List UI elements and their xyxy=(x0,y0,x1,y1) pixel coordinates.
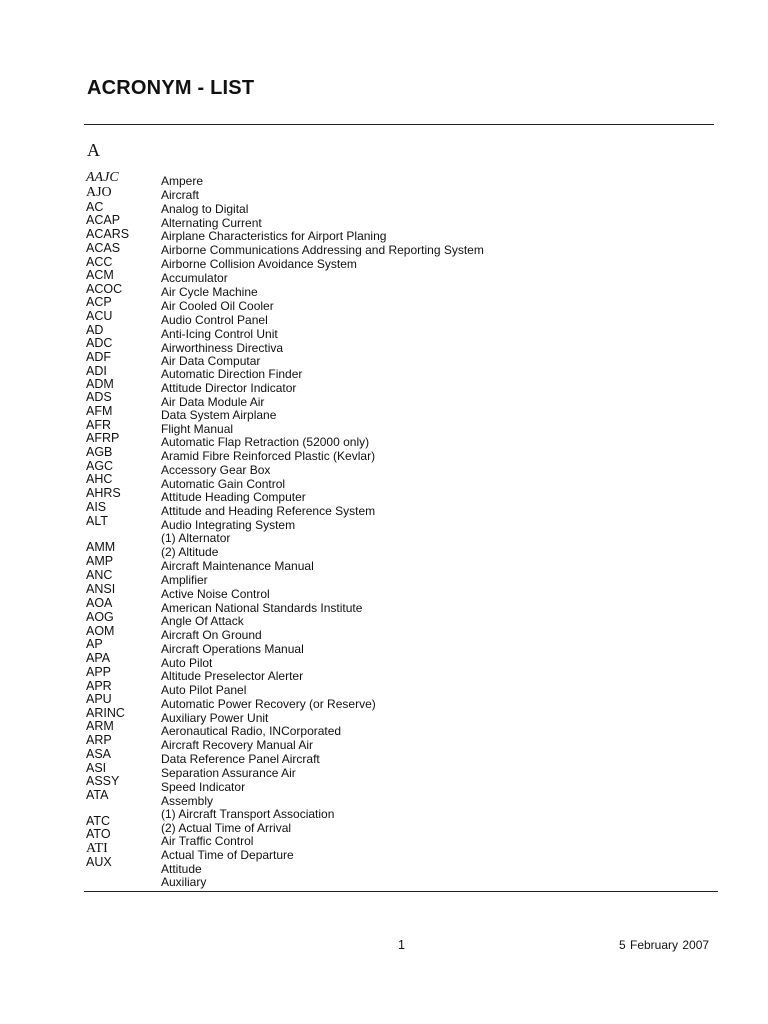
definition-item: (1) Alternator xyxy=(161,531,231,545)
definition-item: Auto Pilot xyxy=(161,656,213,670)
definition-item: Actual Time of Departure xyxy=(161,848,294,862)
acronym-item: ADC xyxy=(86,336,113,350)
definition-item: American National Standards Institute xyxy=(161,601,363,615)
acronym-item: AUX xyxy=(86,855,112,869)
definition-item: (1) Aircraft Transport Association xyxy=(161,807,335,821)
acronym-item: AFM xyxy=(86,404,113,418)
acronym-item: ACU xyxy=(86,309,113,323)
acronym-item: ASI xyxy=(86,761,107,775)
acronym-item: ADF xyxy=(86,350,111,364)
page-number: 1 xyxy=(398,938,405,952)
acronym-item: ACARS xyxy=(86,227,130,241)
definition-item: Angle Of Attack xyxy=(161,614,244,628)
definition-item: Accessory Gear Box xyxy=(161,463,271,477)
acronym-item: AMP xyxy=(86,554,114,568)
definition-item: Aircraft Operations Manual xyxy=(161,642,304,656)
definition-item: Audio Integrating System xyxy=(161,518,296,532)
definition-item: Air Traffic Control xyxy=(161,834,254,848)
acronym-item: AP xyxy=(86,637,103,651)
definition-item: Automatic Gain Control xyxy=(161,477,286,491)
document-title: ACRONYM - LIST xyxy=(87,77,255,99)
acronym-item: ARP xyxy=(86,733,112,747)
definition-item: Airworthiness Directiva xyxy=(161,341,284,355)
acronym-item: ASSY xyxy=(86,774,120,788)
acronym-item: ARM xyxy=(86,719,114,733)
definition-item: Accumulator xyxy=(161,271,228,285)
definition-item: Aramid Fibre Reinforced Plastic (Kevlar) xyxy=(161,449,376,463)
definition-item: Air Data Computar xyxy=(161,354,261,368)
definition-item: Audio Control Panel xyxy=(161,313,268,327)
section-letter: A xyxy=(87,140,100,160)
acronym-item: AFR xyxy=(86,418,111,432)
acronym-item: AHC xyxy=(86,472,113,486)
acronym-item: ATO xyxy=(86,827,111,841)
acronym-item: ACAP xyxy=(86,213,121,227)
definition-item: Aeronautical Radio, INCorporated xyxy=(161,724,342,738)
acronym-item: AOA xyxy=(86,596,113,610)
acronym-item: ACOC xyxy=(86,282,123,296)
acronym-item: ARINC xyxy=(86,706,125,720)
definition-item: Assembly xyxy=(161,794,214,808)
acronym-item: APA xyxy=(86,651,111,665)
acronym-item: ANC xyxy=(86,568,113,582)
acronym-item: ASA xyxy=(86,747,112,761)
acronym-item: ACM xyxy=(86,268,114,282)
acronym-item: AGC xyxy=(86,459,114,473)
acronym-item: APP xyxy=(86,665,112,679)
definition-item: Attitude Director Indicator xyxy=(161,381,297,395)
acronym-item: AJO xyxy=(86,185,112,200)
acronym-item: AGB xyxy=(86,445,113,459)
definition-item: Auxiliary xyxy=(161,875,207,889)
definition-item: Separation Assurance Air xyxy=(161,766,296,780)
definition-item: Automatic Direction Finder xyxy=(161,367,303,381)
acronym-item: ATI xyxy=(86,841,108,856)
acronym-item: ANSI xyxy=(86,582,116,596)
definition-item: Ampere xyxy=(161,174,204,188)
acronym-item: AAJC xyxy=(86,170,119,185)
acronym-item: AMM xyxy=(86,540,116,554)
top-divider xyxy=(84,124,714,125)
definition-item: Flight Manual xyxy=(161,422,234,436)
definition-item: (2) Actual Time of Arrival xyxy=(161,821,292,835)
definition-item: Altitude Preselector Alerter xyxy=(161,669,304,683)
definition-item: Aircraft xyxy=(161,188,200,202)
acronym-item: ADI xyxy=(86,364,107,378)
definition-item: Auxiliary Power Unit xyxy=(161,711,269,725)
bottom-divider xyxy=(84,891,718,892)
acronym-item: ACAS xyxy=(86,241,121,255)
acronym-item: ATA xyxy=(86,788,109,802)
acronym-item: AC xyxy=(86,200,104,214)
acronym-item: AD xyxy=(86,323,104,337)
definition-item: Analog to Digital xyxy=(161,202,249,216)
definition-item: (2) Altitude xyxy=(161,545,219,559)
definition-item: Anti-Icing Control Unit xyxy=(161,327,278,341)
document-date: 5 February 2007 xyxy=(619,938,710,952)
definition-item: Attitude xyxy=(161,862,202,876)
acronym-item: APU xyxy=(86,692,112,706)
definition-item: Aircraft On Ground xyxy=(161,628,262,642)
acronym-item: AOG xyxy=(86,610,114,624)
definition-item: Airborne Communications Addressing and Reporting System xyxy=(161,243,484,257)
definition-item: Data System Airplane xyxy=(161,408,277,422)
acronym-item: ALT xyxy=(86,514,108,528)
definition-item: Amplifier xyxy=(161,573,208,587)
definition-item: Speed Indicator xyxy=(161,780,246,794)
definition-item: Air Cooled Oil Cooler xyxy=(161,299,274,313)
acronym-item: AFRP xyxy=(86,431,120,445)
definition-item: Automatic Power Recovery (or Reserve) xyxy=(161,697,376,711)
definition-item: Airborne Collision Avoidance System xyxy=(161,257,357,271)
definition-item: Alternating Current xyxy=(161,216,262,230)
definition-item: Auto Pilot Panel xyxy=(161,683,247,697)
acronym-item: APR xyxy=(86,679,112,693)
definition-item: Active Noise Control xyxy=(161,587,270,601)
acronym-item: ATC xyxy=(86,814,111,828)
definition-item: Attitude and Heading Reference System xyxy=(161,504,376,518)
acronym-item: ACP xyxy=(86,295,112,309)
definition-item: Aircraft Recovery Manual Air xyxy=(161,738,314,752)
definition-item: Air Cycle Machine xyxy=(161,285,258,299)
acronym-item: AHRS xyxy=(86,486,121,500)
definition-item: Aircraft Maintenance Manual xyxy=(161,559,314,573)
acronym-item: ACC xyxy=(86,255,113,269)
acronym-item: AIS xyxy=(86,500,107,514)
definition-item: Airplane Characteristics for Airport Planing xyxy=(161,229,387,243)
acronym-item: AOM xyxy=(86,624,115,638)
definition-item: Attitude Heading Computer xyxy=(161,490,306,504)
acronym-item: ADS xyxy=(86,390,112,404)
definition-item: Automatic Flap Retraction (52000 only) xyxy=(161,435,370,449)
definition-item: Data Reference Panel Aircraft xyxy=(161,752,320,766)
acronym-item: ADM xyxy=(86,377,114,391)
definition-item: Air Data Module Air xyxy=(161,395,265,409)
